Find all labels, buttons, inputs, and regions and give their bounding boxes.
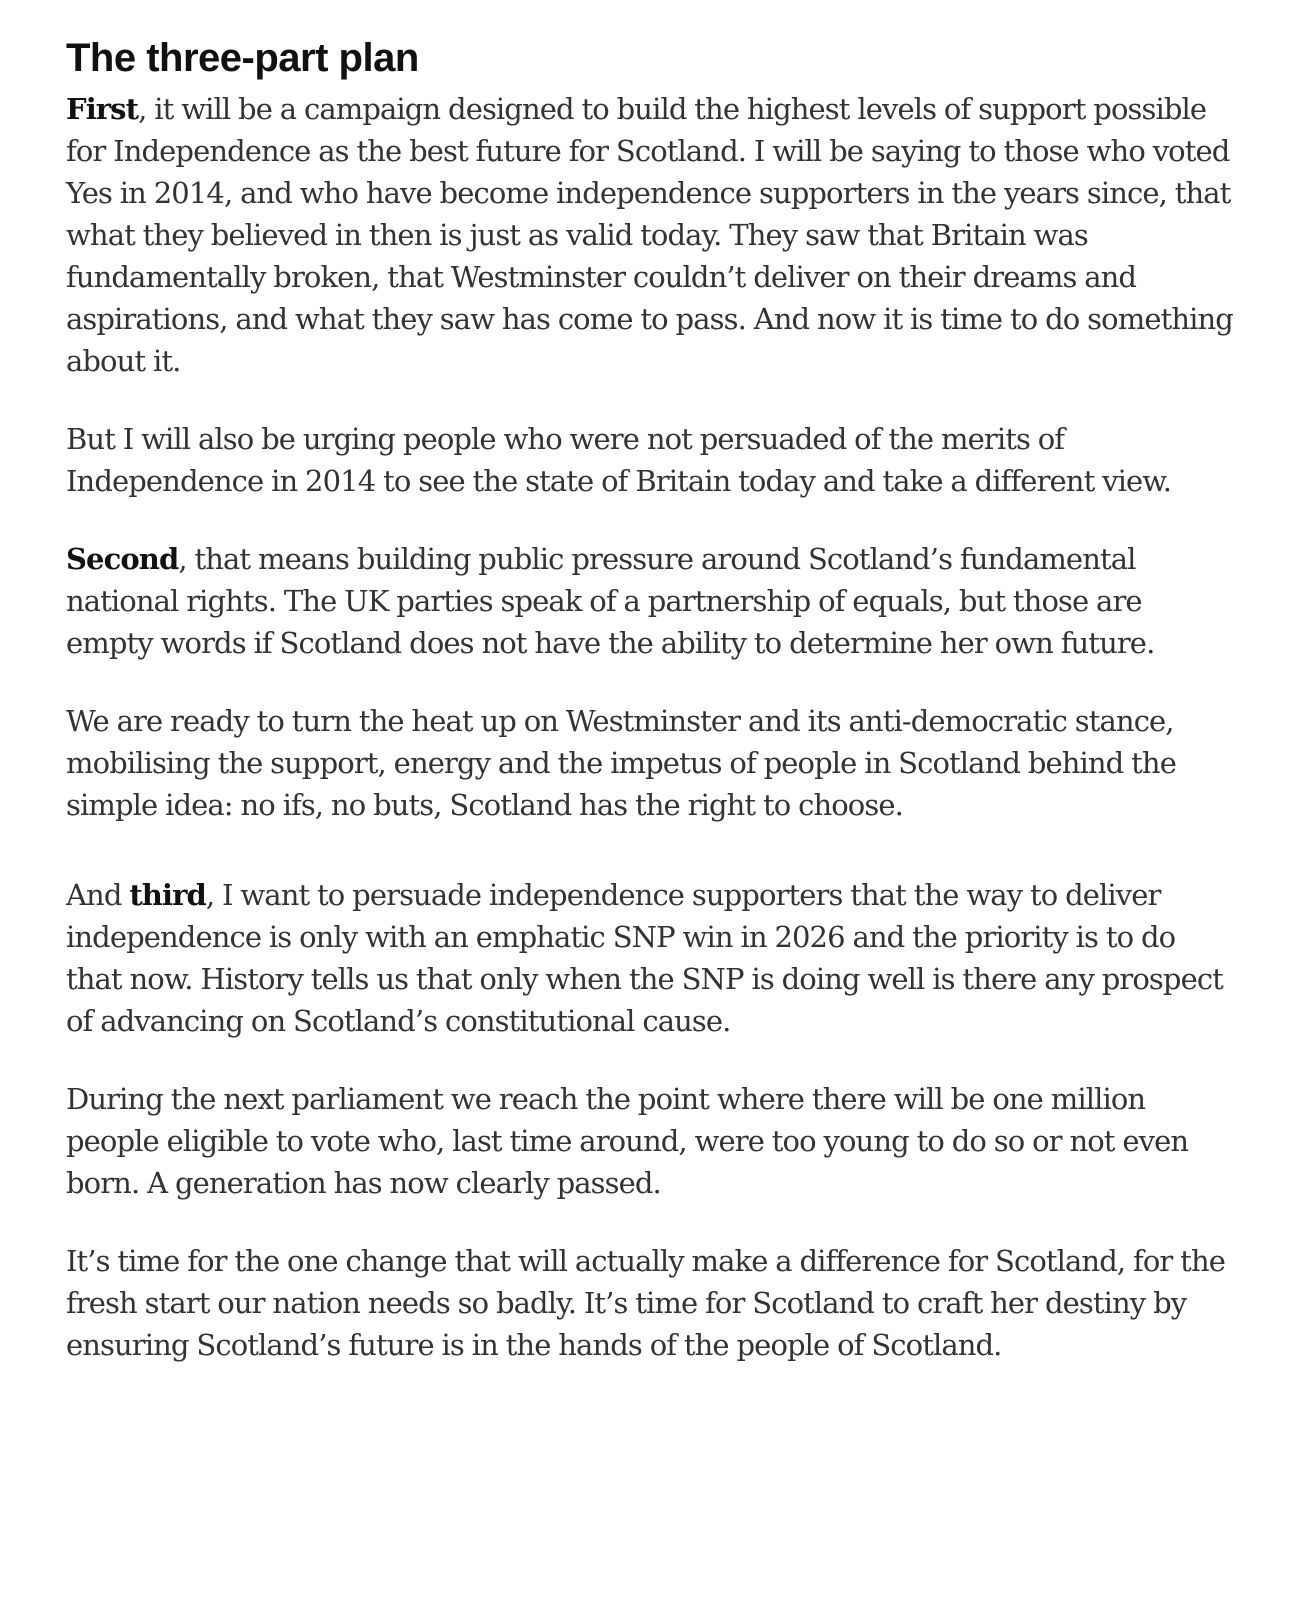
paragraph-lead: And bbox=[66, 878, 130, 912]
paragraph-second bbox=[66, 538, 1236, 664]
paragraph-text: , I want to persuade independence supporters that the way to deliver independence is only with an emphatic SNP win in 2026 and the priority is to do that now. History tells us that only when the SNP is doing well is there any prospect of advancing on Scotland’s constitutional cause. bbox=[66, 878, 1223, 1038]
paragraph-text: , it will be a campaign designed to build the highest levels of support possible for Independence as the best future for Scotland. I will be saying to those who voted Yes in 2014, and who have become independence supporters in the years since, that what they believed in then is just as valid today. They saw that Britain was fundamentally broken, that Westminster couldn’t deliver on their dreams and aspirations, and what they saw has come to pass. And now it is time to do something about it. bbox=[66, 92, 1233, 378]
paragraph-text: But I will also be urging people who were not persuaded of the merits of Independence in 2014 to see the state of Britain today and take a different view. bbox=[66, 422, 1172, 498]
paragraph-text: We are ready to turn the heat up on Westminster and its anti-democratic stance, mobilising the support, energy and the impetus of people in Scotland behind the simple idea: no ifs, no buts, Scotland has the right to choose. bbox=[66, 704, 1176, 822]
paragraph-text: It’s time for the one change that will actually make a difference for Scotland, for the fresh start our nation needs so badly. It’s time for Scotland to craft her destiny by ensuring Scotland’s future is in the hands of the people of Scotland. bbox=[66, 1244, 1225, 1362]
keyword-third: third bbox=[129, 878, 206, 912]
paragraph-third bbox=[66, 874, 1236, 1042]
keyword-first: First bbox=[66, 92, 139, 126]
article bbox=[66, 30, 1236, 1366]
paragraph-text: During the next parliament we reach the point where there will be one million people eligible to vote who, last time around, were too young to do so or not even born. A generation has now clearly passed. bbox=[66, 1082, 1189, 1200]
paragraph-first bbox=[66, 88, 1236, 382]
keyword-second: Second bbox=[66, 542, 179, 576]
paragraph-text: , that means building public pressure around Scotland’s fundamental national rights. The UK parties speak of a partnership of equals, but those are empty words if Scotland does not have the ability to determine her own future. bbox=[66, 542, 1155, 660]
article-title: The three-part plan bbox=[66, 36, 419, 80]
